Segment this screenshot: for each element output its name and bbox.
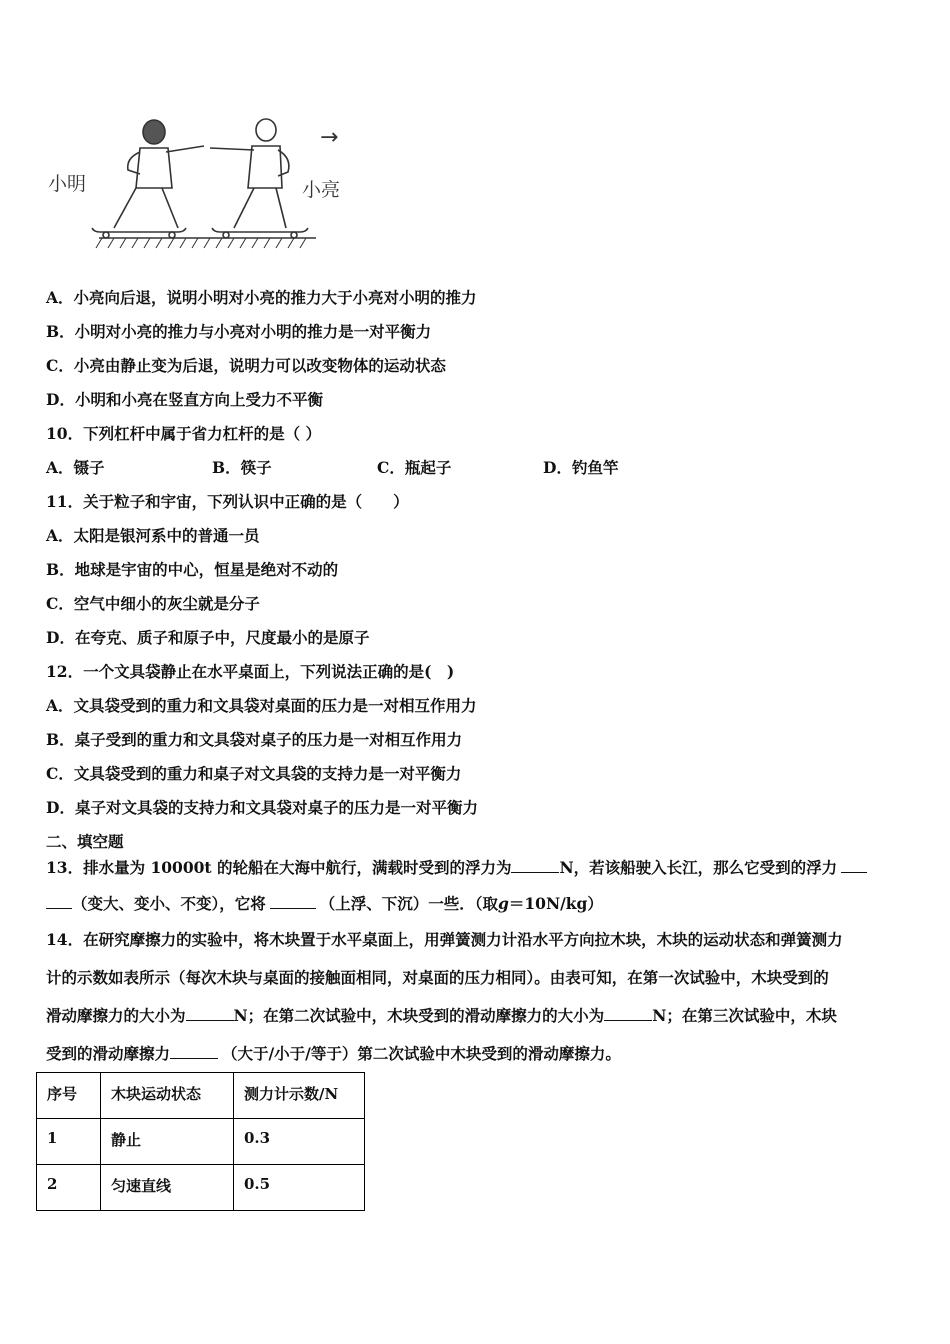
q13-text-2a: （变大、变小、不变），它将 — [72, 894, 266, 913]
q13-g-symbol: g — [498, 894, 509, 913]
table-cell: 2 — [37, 1165, 101, 1211]
q13-line2 — [46, 892, 603, 914]
figure-label-right: 小亮 — [302, 179, 341, 201]
arrow-right-icon: → — [320, 125, 339, 150]
q10-option-b: B．筷子 — [212, 458, 272, 477]
q9-option-d: D．小明和小亮在竖直方向上受力不平衡 — [46, 390, 323, 409]
q14-line2: 计的示数如表所示（每次木块与桌面的接触面相同，对桌面的压力相同）。由表可知，在第一次试验中，木块受到的 — [46, 968, 829, 987]
q14-blank-3[interactable] — [170, 1044, 218, 1059]
q14-blank-1[interactable] — [186, 1006, 234, 1021]
figure-label-left: 小明 — [48, 173, 87, 195]
table-cell: 匀速直线 — [101, 1165, 234, 1211]
q13-blank-2b[interactable] — [46, 894, 72, 909]
q10-option-a: A．镊子 — [46, 458, 105, 477]
q12-stem: 12．一个文具袋静止在水平桌面上，下列说法正确的是( ) — [46, 662, 455, 681]
q13-blank-3[interactable] — [270, 894, 316, 909]
q11-option-b: B．地球是宇宙的中心，恒星是绝对不动的 — [46, 560, 339, 579]
q13-text-1b: N，若该船驶入长江，那么它受到的浮力 — [559, 858, 838, 877]
q9-option-b: B．小明对小亮的推力与小亮对小明的推力是一对平衡力 — [46, 322, 432, 341]
q14-text-4b: （大于/小于/等于）第二次试验中木块受到的滑动摩擦力。 — [222, 1044, 621, 1063]
table-row — [37, 1119, 365, 1165]
table-row — [37, 1165, 365, 1211]
table-cell: 1 — [37, 1119, 101, 1165]
q9-option-c: C．小亮由静止变为后退，说明力可以改变物体的运动状态 — [46, 356, 446, 375]
table-header-row — [37, 1073, 365, 1119]
q12-option-b: B．桌子受到的重力和文具袋对桌子的压力是一对相互作用力 — [46, 730, 463, 749]
q10-option-d: D．钓鱼竿 — [543, 458, 619, 477]
q13-text-1a: 13．排水量为 10000t 的轮船在大海中航行，满载时受到的浮力为 — [46, 858, 512, 877]
q14-blank-2[interactable] — [604, 1006, 652, 1021]
q12-option-c: C．文具袋受到的重力和桌子对文具袋的支持力是一对平衡力 — [46, 764, 462, 783]
q14-text-3c: N；在第三次试验中，木块 — [652, 1006, 837, 1025]
table-cell: 0.3 — [234, 1119, 365, 1165]
section-heading: 二、填空题 — [46, 832, 124, 851]
q14-line1: 14．在研究摩擦力的实验中，将木块置于水平桌面上，用弹簧测力计沿水平方向拉木块，木块的运动状态和弹簧测力 — [46, 930, 843, 949]
table-header-cell: 测力计示数/N — [234, 1073, 365, 1119]
q12-option-a: A．文具袋受到的重力和文具袋对桌面的压力是一对相互作用力 — [46, 696, 477, 715]
q14-text-3a: 滑动摩擦力的大小为 — [46, 1006, 186, 1025]
q13-blank-2a[interactable] — [841, 858, 867, 873]
q14-text-4a: 受到的滑动摩擦力 — [46, 1044, 171, 1063]
q11-option-a: A．太阳是银河系中的普通一员 — [46, 526, 260, 545]
q13-text-2d: ＝10N/kg） — [508, 894, 603, 913]
q10-stem: 10．下列杠杆中属于省力杠杆的是（ ） — [46, 424, 321, 443]
q14-text-3b: N；在第二次试验中，木块受到的滑动摩擦力的大小为 — [233, 1006, 605, 1025]
q13-text-2b: （上浮、下沉）一些．（取 — [319, 894, 499, 913]
q11-stem: 11．关于粒子和宇宙，下列认识中正确的是（ ） — [46, 492, 409, 511]
q14-line3 — [46, 1004, 837, 1026]
table-cell: 0.5 — [234, 1165, 365, 1211]
q9-option-a: A．小亮向后退，说明小明对小亮的推力大于小亮对小明的推力 — [46, 288, 477, 307]
table-header-cell: 序号 — [37, 1073, 101, 1119]
q13-line1 — [46, 856, 867, 878]
friction-data-table — [36, 1072, 365, 1211]
q10-option-c: C．瓶起子 — [377, 458, 452, 477]
skateboard-push-figure — [44, 118, 374, 263]
q11-option-d: D．在夸克、质子和原子中，尺度最小的是原子 — [46, 628, 370, 647]
q11-option-c: C．空气中细小的灰尘就是分子 — [46, 594, 260, 613]
q13-blank-1[interactable] — [511, 858, 559, 873]
table-header-cell: 木块运动状态 — [101, 1073, 234, 1119]
table-cell: 静止 — [101, 1119, 234, 1165]
q14-line4 — [46, 1042, 621, 1064]
q12-option-d: D．桌子对文具袋的支持力和文具袋对桌子的压力是一对平衡力 — [46, 798, 478, 817]
